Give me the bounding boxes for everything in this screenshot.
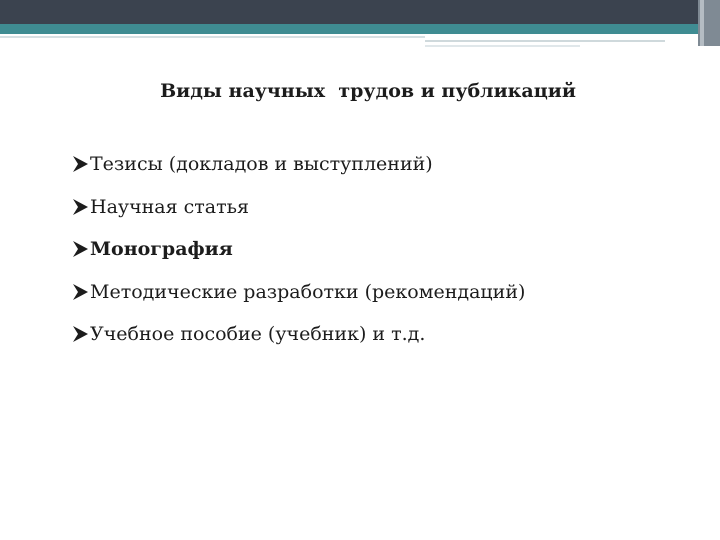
list-item [72, 143, 525, 186]
list-item [72, 228, 525, 271]
corner-decoration-stripe [700, 0, 704, 46]
list-item-text: Тезисы (докладов и выступлений) [90, 153, 433, 176]
list-item-text: Учебное пособие (учебник) и т.д. [90, 323, 426, 346]
list-item-text: Научная статья [90, 195, 249, 218]
slide-title: Виды научных трудов и публикаций [160, 80, 576, 102]
publication-types-list [72, 143, 525, 356]
decorative-line [0, 36, 425, 38]
header-accent-band [0, 24, 720, 34]
arrow-bullet-icon [72, 154, 89, 174]
list-item-text: Методические разработки (рекомендаций) [90, 280, 526, 303]
arrow-bullet-icon [72, 239, 89, 259]
arrow-bullet-icon [72, 324, 89, 344]
decorative-line [425, 45, 580, 47]
arrow-bullet-icon [72, 197, 89, 217]
decorative-line [425, 40, 665, 42]
header-band [0, 0, 720, 24]
list-item-text: Монография [90, 238, 233, 261]
list-item [72, 186, 525, 229]
list-item [72, 313, 525, 356]
arrow-bullet-icon [72, 282, 89, 302]
list-item [72, 271, 525, 314]
